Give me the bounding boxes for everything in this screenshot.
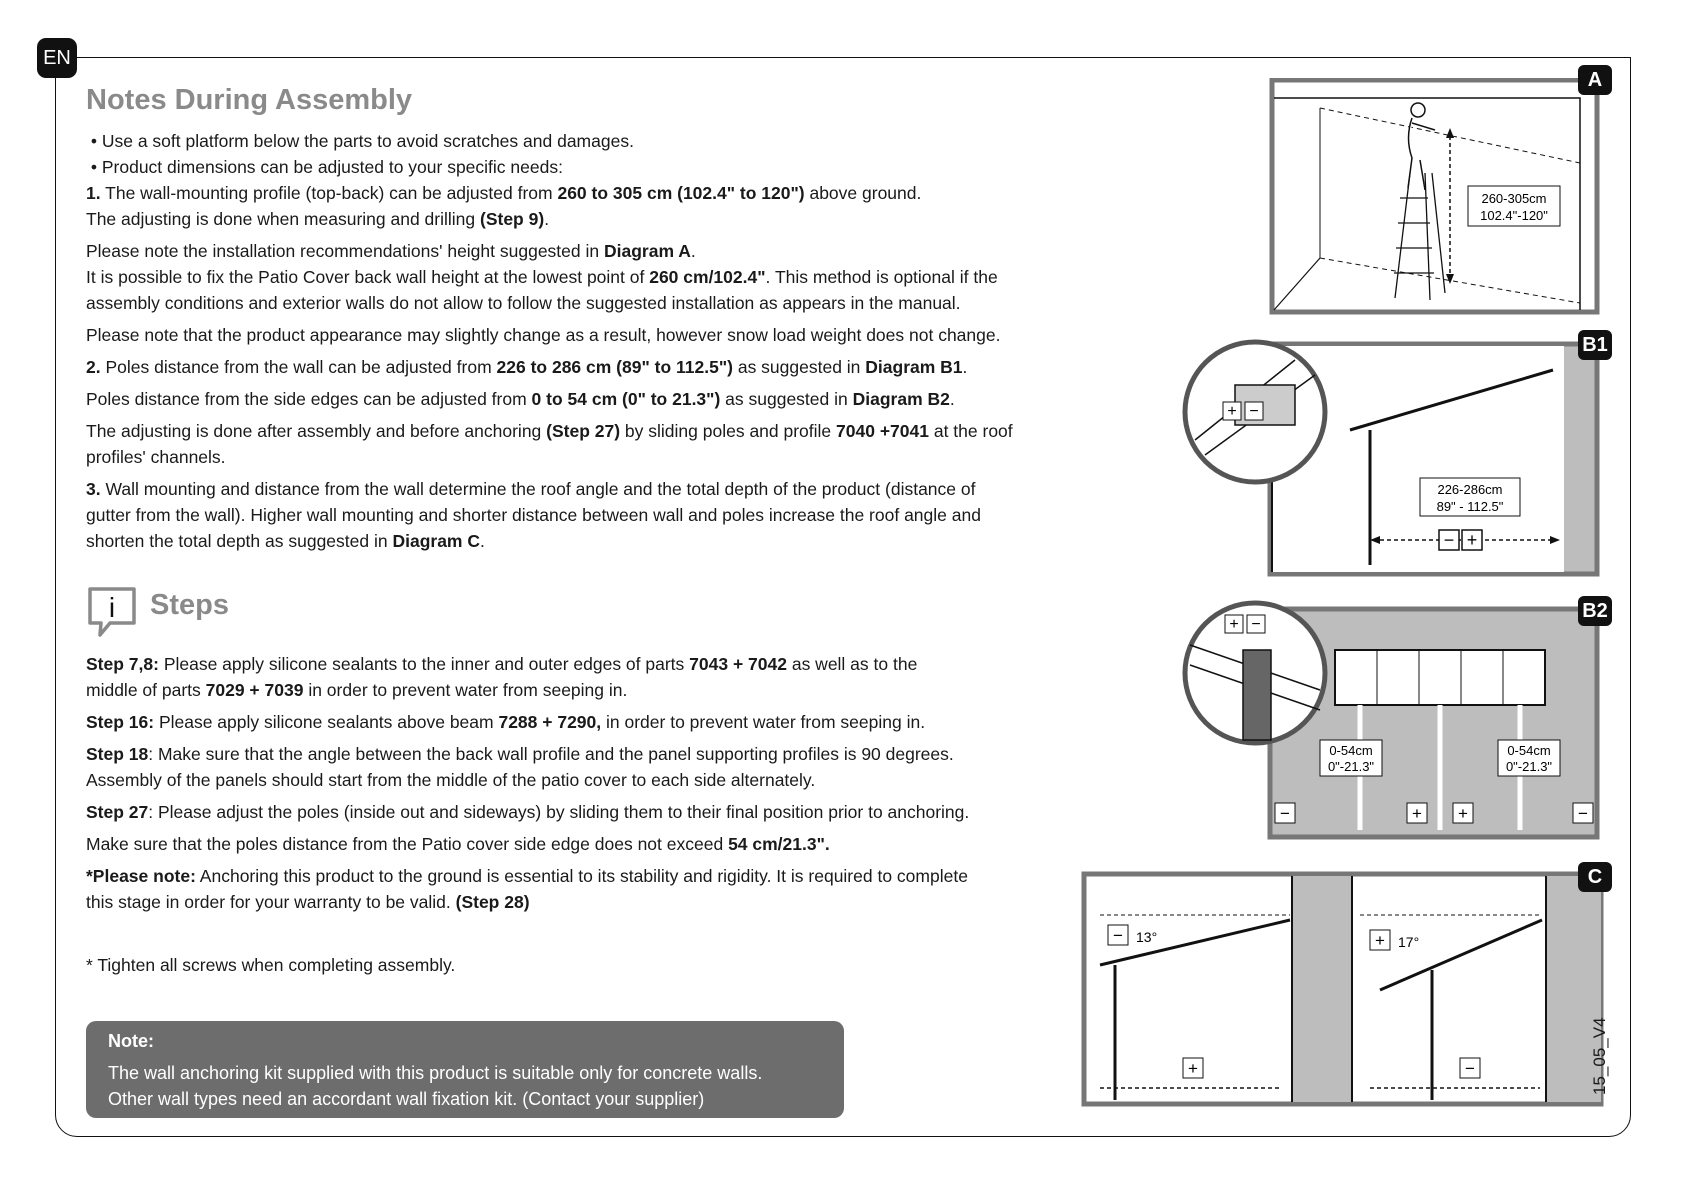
diagram-a — [1260, 78, 1605, 318]
diagram-b2-dim-3: 0-54cm — [1507, 743, 1551, 758]
step-27: Step 27: Please adjust the poles (inside out and sideways) by sliding them to their final position prior to anchoring. — [86, 802, 970, 822]
note-5: 2. Poles distance from the wall can be adjusted from 226 to 286 cm (89" to 112.5") as suggested in Diagram B1. — [86, 357, 968, 377]
note-1: 1. The wall-mounting profile (top-back) can be adjusted from 260 to 305 cm (102.4" to 120") above ground. — [86, 183, 922, 203]
diagram-b2-dim-1: 0-54cm — [1329, 743, 1373, 758]
tighten-screws: * Tighten all screws when completing assembly. — [86, 955, 456, 975]
diagram-b2-dim-2: 0"-21.3" — [1327, 759, 1375, 774]
note-8-cont-2: shorten the total depth as suggested in Diagram C. — [86, 531, 485, 551]
step-27-cont: Make sure that the poles distance from the Patio cover side edge does not exceed 54 cm/21.3". — [86, 834, 830, 854]
svg-text:−: − — [1443, 530, 1455, 550]
note-box-line-1: The wall anchoring kit supplied with this product is suitable only for concrete walls. — [108, 1063, 763, 1083]
svg-text:+: + — [1227, 403, 1237, 420]
svg-text:+: + — [1375, 931, 1385, 950]
note-box — [86, 1021, 844, 1118]
step-18: Step 18: Make sure that the angle between the back wall profile and the panel supporting profiles is 90 degrees. — [86, 744, 954, 764]
note-box-title: Note: — [108, 1031, 154, 1051]
step-7-8-cont: middle of parts 7029 + 7039 in order to prevent water from seeping in. — [86, 680, 628, 700]
steps-title: Steps — [150, 589, 229, 621]
diagram-c-angle-1: 13° — [1136, 929, 1158, 945]
diagram-c — [1080, 870, 1605, 1110]
version-code: 15_05_V4 — [1590, 1017, 1609, 1095]
note-3: It is possible to fix the Patio Cover back wall height at the lowest point of 260 cm/102.4". This method is optional if the — [86, 267, 998, 287]
svg-text:−: − — [1465, 1059, 1475, 1078]
svg-text:−: − — [1251, 616, 1261, 633]
bullet-2: • Product dimensions can be adjusted to your specific needs: — [86, 157, 563, 177]
svg-text:−: − — [1113, 926, 1123, 945]
note-8: 3. Wall mounting and distance from the wall determine the roof angle and the total depth of the product (distance of — [86, 479, 976, 499]
diagram-b2 — [1175, 595, 1605, 845]
svg-text:+: + — [1188, 1059, 1198, 1078]
note-7-cont: profiles' channels. — [86, 447, 226, 467]
svg-text:+: + — [1466, 530, 1478, 550]
diagram-b1-badge: B1 — [1578, 330, 1612, 360]
diagram-c-badge: C — [1578, 862, 1612, 892]
note-3-cont: assembly conditions and exterior walls do not allow to follow the suggested installation as appears in the manual. — [86, 293, 961, 313]
note-2: Please note the installation recommendations' height suggested in Diagram A. — [86, 241, 696, 261]
diagram-a-badge: A — [1578, 65, 1612, 95]
svg-text:−: − — [1249, 403, 1259, 420]
notes-title: Notes During Assembly — [86, 84, 413, 116]
diagram-c-angle-2: 17° — [1398, 934, 1420, 950]
note-4: Please note that the product appearance may slightly change as a result, however snow load weight does not change. — [86, 325, 1001, 345]
note-box-line-2: Other wall types need an accordant wall fixation kit. (Contact your supplier) — [108, 1089, 705, 1109]
language-badge: EN — [37, 38, 77, 78]
svg-text:+: + — [1412, 804, 1422, 823]
svg-text:−: − — [1280, 804, 1290, 823]
svg-text:−: − — [1578, 804, 1588, 823]
note-8-cont-1: gutter from the wall). Higher wall mounting and shorter distance between wall and poles increase the roof angle and — [86, 505, 981, 525]
info-icon — [86, 585, 138, 639]
note-1-cont: The adjusting is done when measuring and drilling (Step 9). — [86, 209, 550, 229]
bullet-1: • Use a soft platform below the parts to avoid scratches and damages. — [86, 131, 634, 151]
diagram-b1-dim-in: 89" - 112.5" — [1436, 499, 1504, 514]
diagram-b2-dim-4: 0"-21.3" — [1505, 759, 1553, 774]
diagram-b1-dim-cm: 226-286cm — [1437, 482, 1503, 497]
svg-text:+: + — [1229, 616, 1239, 633]
please-note-cont: this stage in order for your warranty to be valid. (Step 28) — [86, 892, 530, 912]
step-16: Step 16: Please apply silicone sealants above beam 7288 + 7290, in order to prevent water from seeping in. — [86, 712, 926, 732]
note-7: The adjusting is done after assembly and before anchoring (Step 27) by sliding poles and profile 7040 +7041 at the roof — [86, 421, 1013, 441]
svg-text:i: i — [108, 592, 116, 623]
note-6: Poles distance from the side edges can be adjusted from 0 to 54 cm (0" to 21.3") as suggested in Diagram B2. — [86, 389, 955, 409]
please-note: *Please note: Anchoring this product to the ground is essential to its stability and rigidity. It is required to complete — [86, 866, 968, 886]
step-7-8: Step 7,8: Please apply silicone sealants to the inner and outer edges of parts 7043 + 7042 as well as to the — [86, 654, 918, 674]
step-18-cont: Assembly of the panels should start from the middle of the patio cover to each side alternately. — [86, 770, 816, 790]
diagram-b1 — [1175, 330, 1605, 580]
diagram-a-dim-in: 102.4"-120" — [1480, 208, 1548, 223]
diagram-b2-badge: B2 — [1578, 596, 1612, 626]
svg-text:+: + — [1458, 804, 1468, 823]
diagram-a-dim-cm: 260-305cm — [1481, 191, 1547, 206]
